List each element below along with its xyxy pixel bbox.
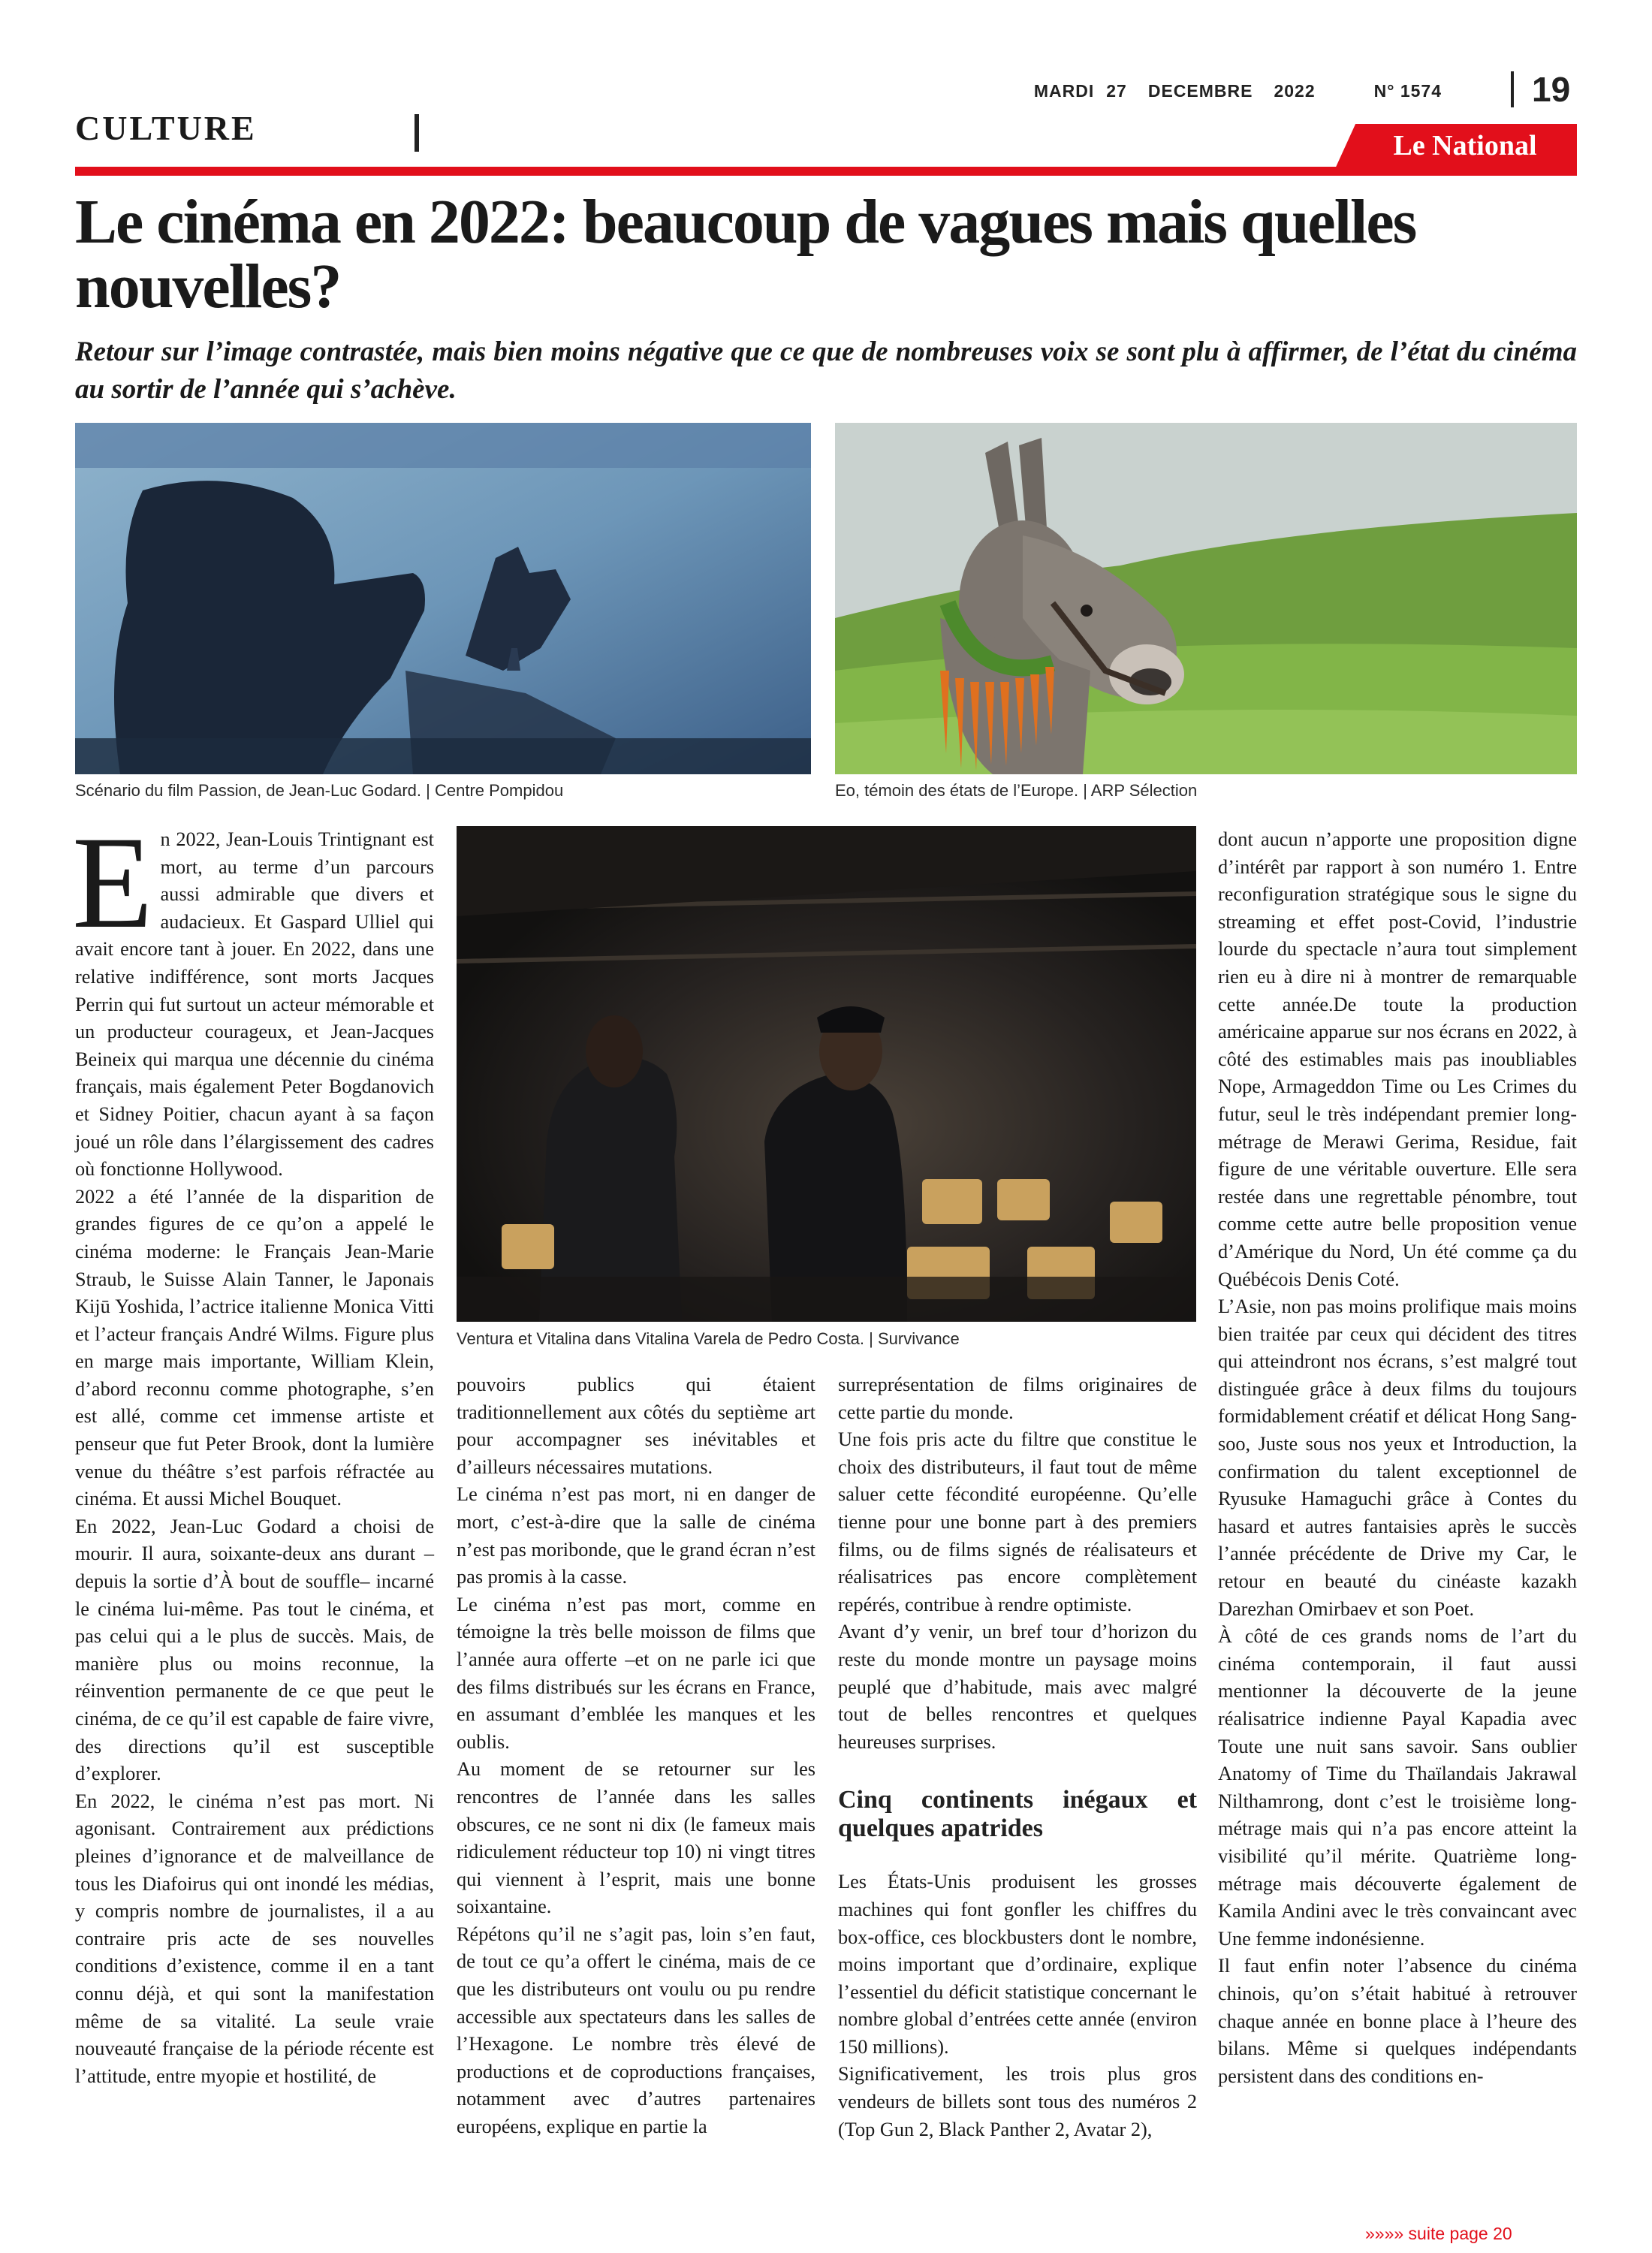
section-divider [415,114,419,152]
brand-name: Le National [1393,130,1537,161]
paragraph: Répétons qu’il ne s’agit pas, loin s’en faut, de tout ce qu’a offert le cinéma, mais de ce que les distributeurs ont voulu ou pu rendre accessible aux spectateurs dans les salles de l’Hexagone. Le nombre très élevé de productions et de coproductions françaises, notamment avec d’autres partenaires européens, explique en partie la [457,1923,815,2138]
subheading: Cinq continents inégaux et quelques apatrides [838,1786,1197,1843]
paragraph: pouvoirs publics qui étaient traditionnellement aux côtés du septième art pour accompagner ses inévitables et d’ailleurs nécessaires mutations. [457,1374,815,1478]
standfirst: Retour sur l’image contrastée, mais bien moins négative que ce que de nombreuses voix se sont plu à affirmer, de l’état du cinéma au sortir de l’année qui s’achève. [75,336,1577,405]
paragraph: Le cinéma n’est pas mort, ni en danger de mort, c’est-à-dire que la salle de cinéma n’est pas moribonde, que le grand écran n’est pas promis à la casse. [457,1483,815,1588]
headline: Le cinéma en 2022: beaucoup de vagues mais quelles nouvelles? [75,187,1416,321]
paragraph: Le cinéma n’est pas mort, comme en témoigne la très belle moisson de films que l’année aura offerte –et on ne parle ici que des films distribués sur les écrans en France, en assumant d’emblée les manques et les oublis. [457,1593,815,1753]
section-title: CULTURE [75,109,257,147]
date-year: 2022 [1274,81,1316,101]
date-number: 27 [1106,81,1127,101]
header-rule [75,167,1577,176]
paragraph: Il faut enfin noter l’absence du cinéma chinois, qu’on s’était habitué à retrouver chaque année en bonne place à l’heure des bilans. Même si quelques indépendants persistent dans des conditions en- [1218,1955,1577,2087]
date-month: DECEMBRE [1147,81,1253,101]
date-day: MARDI [1033,81,1095,101]
paragraph: Les États-Unis produisent les grosses machines qui font gonfler les chiffres du box-office, ces blockbusters dont le nombre, moins important que d’ordinaire, explique l’essentiel du déficit statistique concernant le nombre global d’entrées cette année (environ 150 millions). [838,1871,1197,2058]
caption-eo: Eo, témoin des états de l’Europe. | ARP Sélection [835,781,1198,800]
page-number: 19 [1511,71,1570,107]
paragraph: Au moment de se retourner sur les rencontres de l’année dans les salles obscures, ce ne sont ni dix (le fameux mais ridiculement réducteur top 10) ni vingt titres qui viennent à l’esprit, mais une bonne soixantaine. [457,1758,815,1918]
photo-passion [75,423,811,774]
drop-cap: E [72,810,153,956]
paragraph: surreprésentation de films originaires de cette partie du monde. [838,1374,1197,1423]
photo-vitalina-varela [457,826,1196,1322]
issue-number: N° 1574 [1373,81,1442,101]
column-1 [72,810,434,2090]
paragraph: 2022 a été l’année de la disparition de grandes figures de ce qu’on a appelé le cinéma moderne: le Français Jean-Marie Straub, le Suisse Alain Tanner, le Japonais Kijū Yoshida, l’actrice italienne Monica Vitti et l’acteur français André Wilms. Figure plus en marge mais importante, William Klein, d’abord reconnu comme photographe, s’en est allé, comme cet immense artiste et penseur que fut Peter Brook, dont la lumière venue du théâtre s’est parfois réfractée au cinéma. Et aussi Michel Bouquet. [75,1185,434,1510]
photo-eo [835,423,1577,774]
continuation-link[interactable]: »»»» suite page 20 [1365,2224,1512,2243]
paragraph: À côté de ces grands noms de l’art du cinéma contemporain, il faut aussi mentionner la découverte de la jeune réalisatrice indienne Payal Kapadia avec Toute une nuit sans savoir. Sans oublier Anatomy of Time du Thaïlandais Jakrawal Nilthamrong, dont c’est le troisième long-métrage mais qui n’a pas encore atteint la visibilité qu’il mérite. Quatrième long-métrage mais découverte également de Kamila Andini avec le très convaincant avec Une femme indonésienne. [1218,1625,1577,1950]
paragraph: Avant d’y venir, un bref tour d’horizon du reste du monde montre un paysage moins peuplé que d’habitude, mais avec malgré tout de belles rencontres et quelques heureuses surprises. [838,1621,1197,1753]
paragraph: En 2022, le cinéma n’est pas mort. Ni agonisant. Contrairement aux prédictions pleines d’ignorance et de malveillance de tous les Diafoirus qui ont inondé les médias, y compris nombre de journalistes, il a au contraire pris acte de ses nouvelles conditions d’existence, comme il en a tant connu déjà, et qui sont la manifestation même de sa vitalité. La seule vraie nouveauté française de la période récente est l’attitude, entre myopie et hostilité, de [75,1790,434,2087]
paragraph: n 2022, Jean-Louis Trintignant est mort, au terme d’un parcours aussi admirable que divers et audacieux. Et Gaspard Ulliel qui avait encore tant à jouer. En 2022, dans une relative indifférence, sont morts Jacques Perrin qui fut surtout un acteur mémorable et un producteur courageux, et Jean-Jacques Beineix qui marqua une décennie du cinéma français, mais également Peter Bogdanovich et Sidney Poitier, chacun ayant à sa façon joué un rôle dans l’élargissement des cadres où fonctionne Hollywood. [75,828,434,1181]
paragraph: En 2022, Jean-Luc Godard a choisi de mourir. Il aura, soixante-deux ans durant –depuis la sortie d’À bout de souffle– incarné le cinéma lui-même. Pas tout le cinéma, et pas celui qui a le plus de succès. Mais, de manière plus ou moins reconnue, la réinvention permanente de ce que peut le cinéma, de ce qu’il est capable de faire vivre, des directions qu’il est susceptible d’explorer. [75,1515,434,1785]
column-4 [1218,826,1577,2090]
paragraph: dont aucun n’apporte une proposition digne d’intérêt par rapport à son numéro 1. Entre reconfiguration stratégique sous le signe du streaming et effet post-Covid, l’industrie lourde du spectacle n’aura tout simplement rien eu à dire ni à montrer de remarquable cette année.De toute la production américaine apparue sur nos écrans en 2022, à côté des estimables mais pas inoubliables Nope, Armageddon Time ou Les Crimes du futur, seul le très indépendant premier long-métrage de Merawi Gerima, Residue, fait figure de une véritable ouverture. Elle sera restée dans une regrettable pénombre, tout comme cette autre belle proposition venue d’Amérique du Nord, Un été comme ça du Québécois Denis Coté. [1218,828,1577,1290]
column-3 [838,1371,1197,2143]
column-2 [457,1371,815,2141]
caption-passion: Scénario du film Passion, de Jean-Luc Godard. | Centre Pompidou [75,781,564,800]
issue-date [1013,81,1442,101]
paragraph: Une fois pris acte du filtre que constitue le choix des distributeurs, il faut tout de même saluer cette fécondité européenne. Qu’elle tienne pour une bonne part à des premiers films, ou de films signés de réalisateurs et réalisatrices pas encore complètement repérés, contribue à rendre optimiste. [838,1428,1197,1615]
paragraph: Significativement, les trois plus gros vendeurs de billets sont tous des numéros 2 (Top Gun 2, Black Panther 2, Avatar 2), [838,2063,1197,2140]
paragraph: L’Asie, non pas moins prolifique mais moins bien traitée par ceux qui décident des titres qui atteindront nos écrans, s’est malgré tout distinguée grâce à deux films du toujours formidablement créatif et délicat Hong Sang-soo, Juste sous nos yeux et Introduction, la confirmation du talent exceptionnel de Ryusuke Hamaguchi grâce à Contes du hasard et autres fantaisies après le succès l’année précédente de Drive my Car, le retour en beauté du cinéaste kazakh Darezhan Omirbaev et son Poet. [1218,1295,1577,1620]
caption-vitalina-varela: Ventura et Vitalina dans Vitalina Varela de Pedro Costa. | Survivance [457,1329,960,1348]
